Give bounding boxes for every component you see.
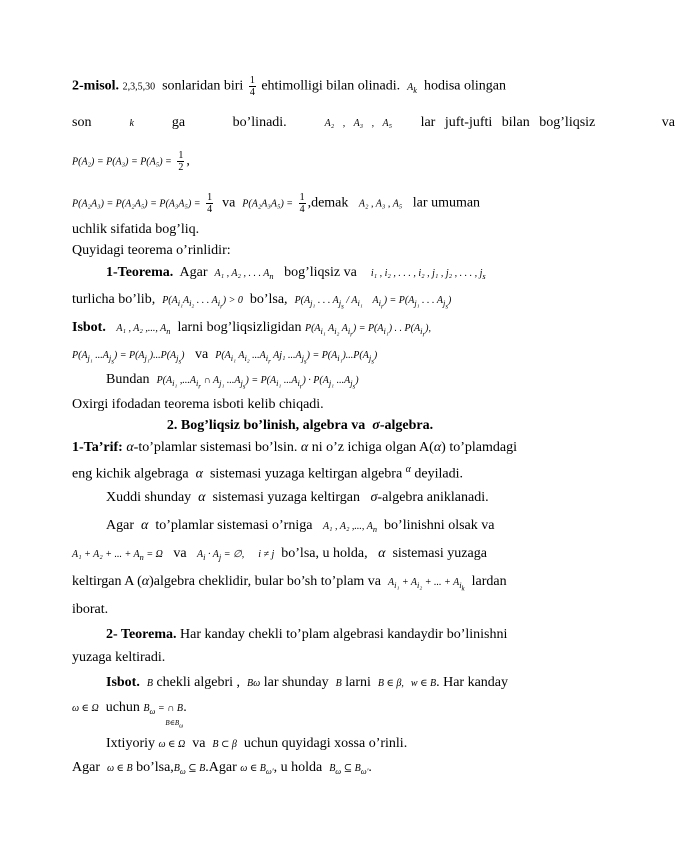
line: uchlik sifatida bog’liq. (72, 222, 200, 237)
theorem-1-line2 (72, 292, 451, 315)
probability-line: P(A₂) = P(A₃) = P(A₅) = $\frac{1}{2}$ , (72, 150, 190, 173)
proof-2-line2: ω ∈ Ω uchun $B_\omega$ = ∩ B $B\in B_\omega$ . (72, 700, 187, 730)
definition-label: 1-Ta’rif: (72, 440, 123, 455)
partition-line3: keltirgan A (α)algebra cheklidir, bular bo’sh to’plam va $A_{i_1} + A_{i_2}$ + ... + $A_{i_k}$ lardan (72, 574, 507, 593)
math: A₁ , A₂ ,..., $A_n$ (116, 323, 171, 336)
math: P(A₂A₃A₅) = (242, 198, 294, 210)
line: Quyidagi teorema o’rinlidir: (72, 243, 231, 258)
text: turlicha bo’lib, (72, 292, 156, 307)
text: lar umuman (412, 195, 481, 211)
proof-label: Isbot. (72, 320, 106, 335)
text: va (661, 115, 675, 130)
math: A₁ + A₂ + ... + $A_n = \Omega$ (72, 549, 163, 562)
math: $A_{i_1} + A_{i_2}$ + ... + $A_{i_k}$ (388, 577, 465, 593)
math: $P(A_{i_1}$ $A_{i_2}$ $...A_{i_r}$ Aj₁ $...A_{j_s}) = P(A_{i_1})...P(A_{j_s})$ (215, 350, 378, 366)
text: Bundan (106, 372, 150, 387)
proof-label: Isbot. (106, 675, 140, 690)
fraction: $\frac{1}{4}$ (249, 75, 255, 98)
final-line: Agar ω ∈ B $bo’lsa,B_\omega$ ⊆ B.Agar ω ∈ $B_{\omega'}$, u holda $B_\omega$ ⊆ $B_{\omega'}$. (72, 760, 372, 776)
fraction: $\frac{1}{4}$ (207, 192, 213, 215)
math: P(A₂) = P(A₃) = P(A₅) = (72, 156, 172, 168)
theorem-label: 2- Teorema. (106, 627, 177, 642)
math: $P(A_{i_1}A_{i_2}$ . . . $A_{i_r}) > 0$ (162, 295, 243, 311)
example-2-line1 (72, 75, 506, 99)
pairwise-line (72, 192, 480, 215)
math: $P(A_{j_1}$ $...A_{j_s}) = P(A_{j_1})...P(A_{j_s})$ (72, 350, 185, 366)
math: $P(A_{j_1}$ . . . $A_{j_s} / A_{i_1}$ $A_{i_r}) = P(A_{j_1}$ . . . $A_{j_s}$) (294, 295, 452, 311)
event-A: $A_k$ (407, 81, 417, 95)
section-heading: 2. Bog’liqsiz bo’linish, algebra va σ-algebra. (166, 418, 434, 433)
line: Oxirgi ifodadan teorema isboti kelib chiqadi. (72, 397, 324, 412)
math: $B\in B_\omega$ (165, 719, 184, 730)
theorem-1-line1 (106, 265, 486, 285)
math: A₁ , A₂ ,..., $A_n$ (322, 521, 378, 534)
text: ehtimolligi bilan olinadi. (261, 78, 401, 94)
theorem-2-line1: 2- Teorema. Har kanday chekli to’plam algebrasi kandaydir bo’linishni (106, 627, 508, 642)
line: yuzaga keltiradi. (72, 650, 166, 665)
text: hodisa olingan (423, 78, 507, 94)
line: iborat. (72, 602, 109, 617)
math: $P(A_{i_1}$ $,...A_{i_r}$ ∩ $A_{j_1}$ $...A_{j_s}) = P(A_{i_1}$ $...A_{i_r}) \cdot P(A_{j_1}$ $...A_{j_s}$) (156, 375, 359, 391)
text: bo’lsa, (249, 292, 288, 307)
example-label: 2-misol. (72, 78, 120, 94)
definition-1-line2: eng kichik algebraga α sistemasi yuzaga keltirgan algebra $^\alpha$ deyiladi. (72, 464, 464, 482)
partition-line2: A₁ + A₂ + ... + $A_n = \Omega$ va $A_i \cdot A_j$ = ∅, i ≠ j bo’lsa, u holda, α sistemasi yuzaga (72, 546, 487, 562)
math: k (129, 118, 134, 129)
example-2-line2 (72, 115, 675, 132)
math: P(A₂A₃) = P(A₂A₅) = P(A₃A₅) = (72, 198, 201, 210)
text: bog’liqsiz va (284, 265, 357, 280)
math: $P(A_{i_1}$ $A_{i_2}$ $A_{i_r}) = P(A_{i_1})$ . . $P(A_{i_r})$, (304, 323, 431, 339)
definition-1-line1: 1-Ta’rif: α-to’plamlar sistemasi bo’lsin. α ni o’z ichiga olgan A(α) to’plamdagi (72, 440, 517, 455)
text: larni bog’liqsizligidan (177, 320, 302, 335)
text: Agar (179, 265, 208, 280)
fraction: $\frac{1}{4}$ (299, 192, 305, 215)
numbers: 2,3,5,30 (122, 81, 156, 93)
text: va (222, 195, 236, 211)
text: ,demak (307, 195, 349, 211)
math: $B_\omega$ = ∩ B (143, 703, 183, 716)
text: ga (171, 115, 186, 130)
text: sonlaridan biri (162, 78, 244, 94)
fraction: $\frac{1}{2}$ (178, 150, 184, 173)
partition-line1: Agar α to’plamlar sistemasi o’rniga A₁ , A₂ ,..., $A_n$ bo’linishni olsak va (106, 518, 495, 534)
proof-line3 (106, 372, 359, 395)
arbitrary-line: Ixtiyoriy ω ∈ Ω va B ⊂ β uchun quyidagi xossa o’rinli. (106, 736, 408, 751)
text: va (195, 347, 209, 362)
math: A₂ , A₃ , A₅ (358, 198, 403, 210)
text: son (72, 115, 92, 130)
theorem-label: 1-Teorema. (106, 265, 174, 280)
math: $A_i \cdot A_j$ = ∅, (197, 549, 245, 562)
math: i₁ , i₂ , . . . , i₂ , j₁ , j₂ , . . . , $j_s$ (370, 268, 486, 281)
math: i ≠ j (258, 549, 275, 560)
text: bo’linadi. (232, 115, 287, 130)
math: A₂ , A₃ , A₅ (324, 118, 393, 129)
math: A₁ , A₂ , . . . $A_n$ (214, 268, 274, 281)
similarly-line: Xuddi shunday α sistemasi yuzaga keltirgan σ-algebra aniklanadi. (106, 490, 489, 505)
proof-line1 (72, 320, 431, 343)
proof-line2 (72, 347, 377, 370)
text: lar juft-jufti bilan bog’liqsiz (420, 115, 596, 130)
proof-2-line1: Isbot. B chekli algebri , Bω lar shunday B larni B ∈ β, w ∈ B. Har kanday (106, 675, 509, 690)
